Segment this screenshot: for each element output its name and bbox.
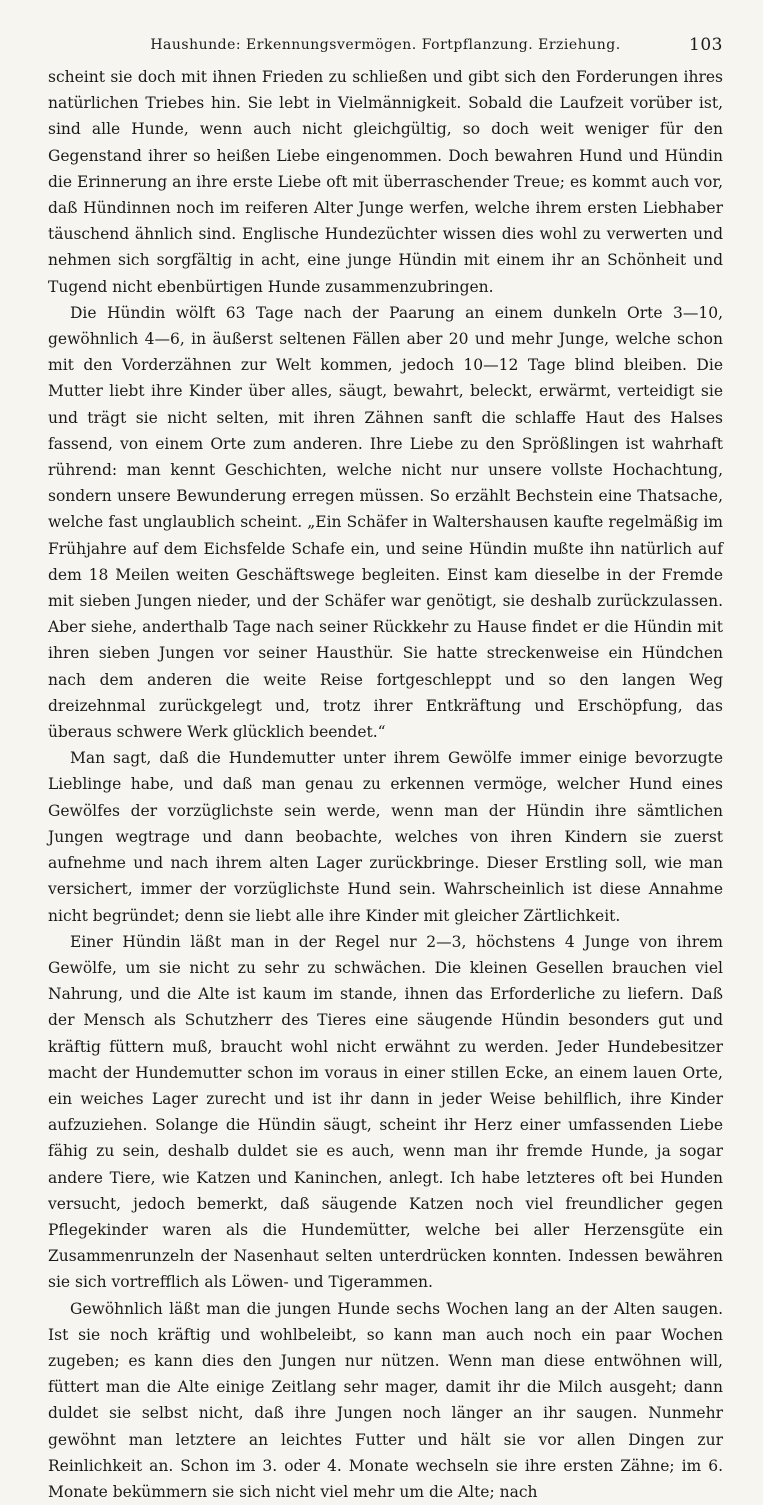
page-number: 103 — [689, 35, 723, 55]
paragraph: Man sagt, daß die Hundemutter unter ihrem Gewölfe immer einige bevorzugte Lieblinge habe, und daß man genau zu erkennen vermöge, welcher Hund eines Gewölfes der vorzüglichste sein werde, wenn man der Hündin ihre sämtlichen Jungen wegtrage und dann beobachte, welches von ihren Kindern sie zuerst aufnehme und nach ihrem alten Lager zurückbringe. Dieser Erstling soll, wie man versichert, immer der vorzüglichste Hund sein. Wahrscheinlich ist diese Annahme nicht begründet; denn sie liebt alle ihre Kinder mit gleicher Zärtlichkeit. — [48, 749, 723, 925]
paragraph: Die Hündin wölft 63 Tage nach der Paarung an einem dunkeln Orte 3—10, gewöhnlich 4—6, in äußerst seltenen Fällen aber 20 und mehr Junge, welche schon mit den Vorderzähnen zur Welt kommen, jedoch 10—12 Tage blind bleiben. Die Mutter liebt ihre Kinder über alles, säugt, bewahrt, beleckt, erwärmt, verteidigt sie und trägt sie nicht selten, mit ihren Zähnen sanft die schlaffe Haut des Halses fassend, von einem Orte zum anderen. Ihre Liebe zu den Sprößlingen ist wahrhaft rührend: man kennt Geschichten, welche nicht nur unsere vollste Hochachtung, sondern unsere Bewunderung erregen müssen. So erzählt Bechstein eine Thatsache, welche fast unglaublich scheint. „Ein Schäfer in Waltershausen kaufte regelmäßig im Frühjahre auf dem Eichsfelde Schafe ein, und seine Hündin mußte ihn natürlich auf dem 18 Meilen weiten Geschäftswege begleiten. Einst kam dieselbe in der Fremde mit sieben Jungen nieder, und der Schäfer war genötigt, sie deshalb zurückzulassen. Aber siehe, anderthalb Tage nach seiner Rückkehr zu Hause findet er die Hündin mit ihren sieben Jungen vor seiner Hausthür. Sie hatte streckenweise ein Hündchen nach dem anderen die weite Reise fortgeschleppt und so den langen Weg dreizehnmal zurückgelegt und, trotz ihrer Entkräftung und Erschöpfung, das überaus schwere Werk glücklich beendet.“ — [48, 303, 723, 742]
paragraph: Gewöhnlich läßt man die jungen Hunde sechs Wochen lang an der Alten saugen. Ist sie noch kräftig und wohlbeleibt, so kann man auch noch ein paar Wochen zugeben; es kann dies den Jungen nur nützen. Wenn man diese entwöhnen will, füttert man die Alte einige Zeitlang sehr mager, damit ihr die Milch ausgeht; dann duldet sie selbst nicht, daß ihre Jungen noch länger an ihr saugen. Nunmehr gewöhnt man letztere an leichtes Futter und hält sie vor allen Dingen zur Reinlichkeit an. Schon im 3. oder 4. Monate wechseln sie ihre ersten Zähne; im 6. Monate bekümmern sie sich nicht viel mehr um die Alte; nach — [48, 1299, 723, 1501]
running-head — [48, 28, 723, 62]
body-text — [48, 64, 723, 1505]
paragraph: Einer Hündin läßt man in der Regel nur 2—3, höchstens 4 Junge von ihrem Gewölfe, um sie nicht zu sehr zu schwächen. Die kleinen Gesellen brauchen viel Nahrung, und die Alte ist kaum im stande, ihnen das Erforderliche zu liefern. Daß der Mensch als Schutzherr des Tieres eine säugende Hündin besonders gut und kräftig füttern muß, braucht wohl nicht erwähnt zu werden. Jeder Hundebesitzer macht der Hundemutter schon im voraus in einer stillen Ecke, an einem lauen Orte, ein weiches Lager zurecht und ist ihr dann in jeder Weise behilflich, ihre Kinder aufzuziehen. Solange die Hündin säugt, scheint ihr Herz einer umfassenden Liebe fähig zu sein, deshalb duldet sie es auch, wenn man ihr fremde Hunde, ja sogar andere Tiere, wie Katzen und Kaninchen, anlegt. Ich habe letzteres oft bei Hunden versucht, jedoch bemerkt, daß säugende Katzen noch viel freundlicher gegen Pflegekinder waren als die Hundemütter, welche bei aller Herzensgüte ein Zusammenrunzeln der Nasenhaut selten unterdrücken konnten. Indessen bewähren sie sich vortrefflich als Löwen- und Tigerammen. — [48, 932, 723, 1292]
running-title: Haushunde: Erkennungsvermögen. Fortpflanzung. Erziehung. — [150, 37, 621, 53]
paragraph: scheint sie doch mit ihnen Frieden zu schließen und gibt sich den Forderungen ihres natürlichen Triebes hin. Sie lebt in Vielmännigkeit. Sobald die Laufzeit vorüber ist, sind alle Hunde, wenn auch nicht gleichgültig, so doch weit weniger für den Gegenstand ihrer so heißen Liebe eingenommen. Doch bewahren Hund und Hündin die Erinnerung an ihre erste Liebe oft mit überraschender Treue; es kommt auch vor, daß Hündinnen noch im reiferen Alter Junge werfen, welche ihrem ersten Liebhaber täuschend ähnlich sind. Englische Hundezüchter wissen dies wohl zu verwerten und nehmen sich sorgfältig in acht, eine junge Hündin mit einem ihr an Schönheit und Tugend nicht ebenbürtigen Hunde zusammenzubringen. — [48, 68, 723, 296]
